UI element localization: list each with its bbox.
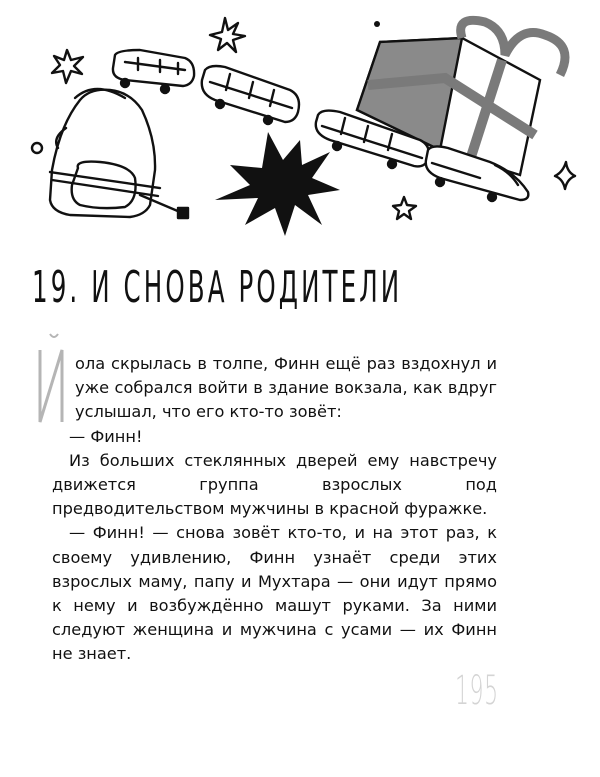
star-icon xyxy=(210,18,245,52)
paragraph: Из больших стеклянных дверей ему навстречу движется группа взрослых под предводительством мужчины в красной фуражке. xyxy=(52,450,497,519)
first-paragraph-block xyxy=(52,352,497,425)
outline-star-icon xyxy=(393,197,416,219)
star-icon xyxy=(52,50,83,83)
paragraph: — Финн! xyxy=(69,426,143,446)
body-text xyxy=(52,352,497,667)
dropcap-letter xyxy=(36,330,66,426)
backpack-illustration xyxy=(50,89,188,218)
chapter-illustration xyxy=(0,0,600,240)
train-car-1 xyxy=(113,50,194,93)
chapter-title: 19. И СНОВА РОДИТЕЛИ xyxy=(32,262,403,313)
sparkle-icon xyxy=(555,162,575,189)
train-car-2 xyxy=(202,66,299,124)
black-starburst xyxy=(215,132,340,236)
paragraph: — Финн! — снова зовёт кто-то, и на этот раз, к своему удивлению, Финн узнаёт среди этих взрослых маму, папу и Мухтара — они идут прямо к нему и возбуждённо машут руками. За ними следуют женщина и мужчина с усами — их Финн не знает. xyxy=(52,523,497,664)
paragraph: ола скрылась в толпе, Финн ещё раз вздохнул и уже собрался войти в здание вокзала, как вдруг услышал, что его кто-то зовёт: xyxy=(75,354,497,422)
page-number: 195 xyxy=(455,668,499,714)
circle-doodle xyxy=(32,143,42,153)
